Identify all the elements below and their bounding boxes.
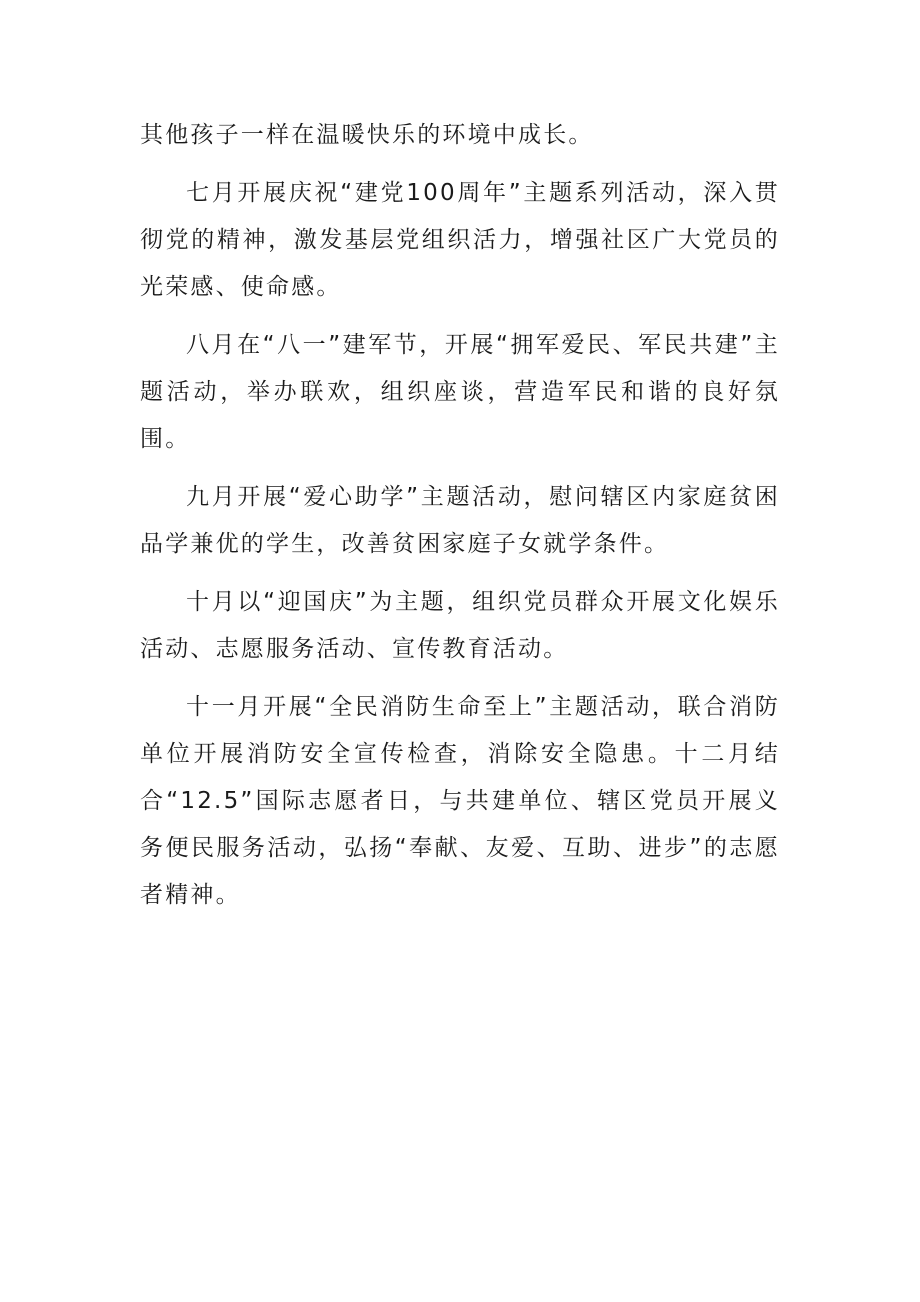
document-body <box>140 112 780 930</box>
paragraph-november-december: 十一月开展“全民消防生命至上”主题活动，联合消防单位开展消防安全宣传检查，消除安全隐患。十二月结合“12.5”国际志愿者日，与共建单位、辖区党员开展义务便民服务活动，弘扬“奉献、友爱、互助、进步”的志愿者精神。 <box>140 694 780 908</box>
paragraph-october: 十月以“迎国庆”为主题，组织党员群众开展文化娱乐活动、志愿服务活动、宣传教育活动。 <box>140 589 780 662</box>
paragraph-july: 七月开展庆祝“建党100周年”主题系列活动，深入贯彻党的精神，激发基层党组织活力，增强社区广大党员的光荣感、使命感。 <box>140 180 780 300</box>
paragraph-continuation: 其他孩子一样在温暖快乐的环境中成长。 <box>140 122 594 148</box>
paragraph-september: 九月开展“爱心助学”主题活动，慰问辖区内家庭贫困品学兼优的学生，改善贫困家庭子女就学条件。 <box>140 484 780 557</box>
paragraph-august: 八月在“八一”建军节，开展“拥军爱民、军民共建”主题活动，举办联欢，组织座谈，营造军民和谐的良好氛围。 <box>140 332 780 452</box>
